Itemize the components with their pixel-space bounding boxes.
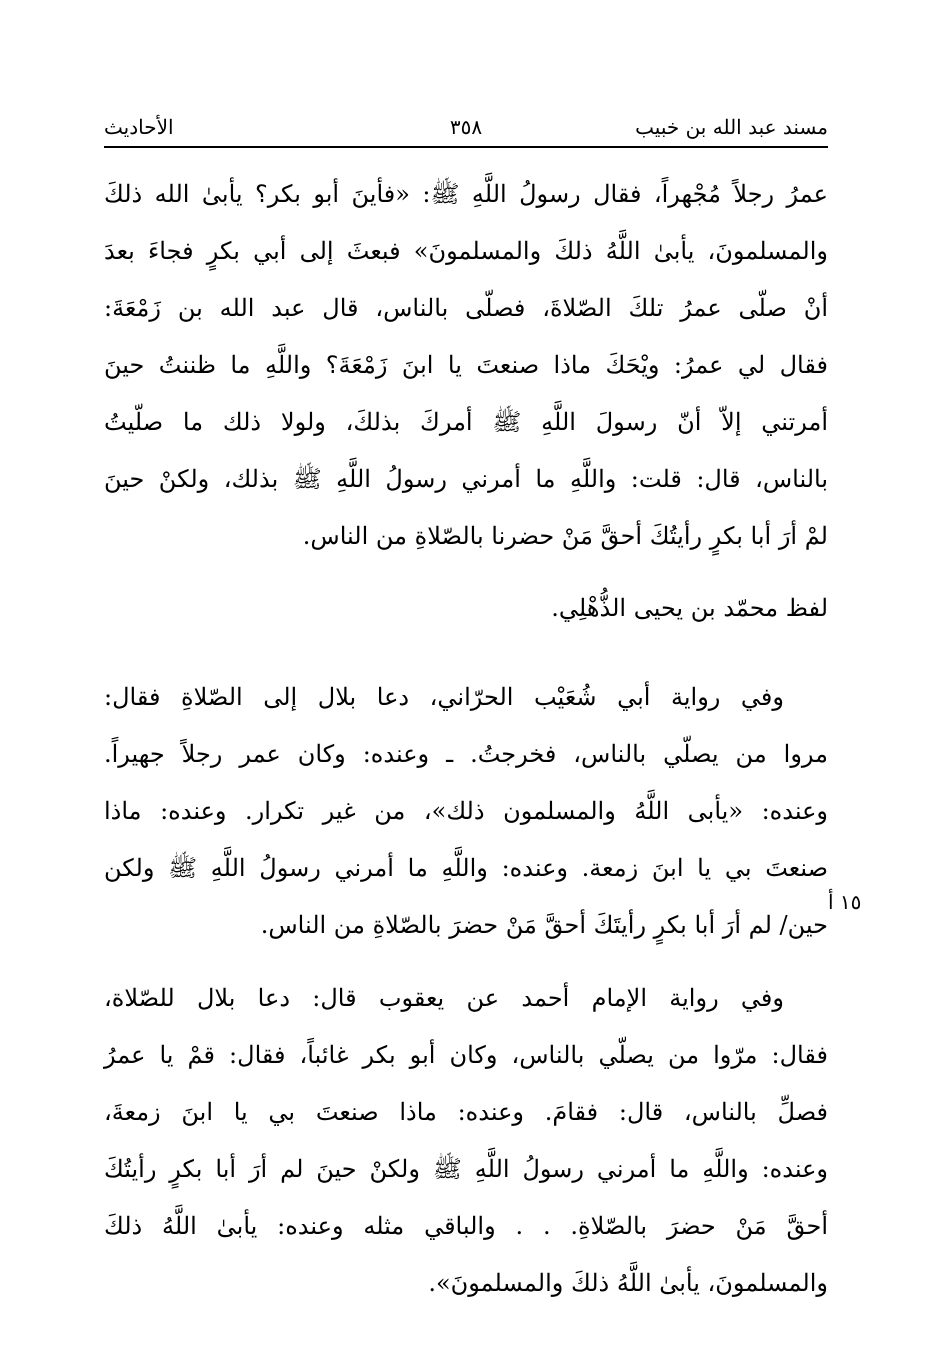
paragraph-line: والمسلمونَ، يأبىٰ اللَّهُ ذلكَ والمسلمونَ». — [428, 1269, 828, 1297]
paragraph-line: فصلِّ بالناس، قال: فقامَ. وعنده: ماذا صنعتَ بي يا ابنَ زمعةَ، — [104, 1098, 828, 1126]
paragraph-line: أحقَّ مَنْ حضرَ بالصّلاةِ. . . والباقي مثله وعنده: يأبىٰ اللَّهُ ذلكَ — [104, 1212, 828, 1240]
paragraph-line: وفي رواية الإمام أحمد عن يعقوب قال: دعا بلال للصّلاة، — [104, 984, 784, 1012]
manuscript-folio-marker: ١٥ أ — [828, 890, 862, 914]
paragraph-line: بالناس، قال: قلت: واللَّهِ ما أمرني رسولُ اللَّهِ ﷺ بذلك، ولكنْ حينَ — [104, 465, 828, 493]
paragraph-line: فقال: مرّوا من يصلّي بالناس، وكان أبو بكر غائباً، فقال: قمْ يا عمرُ — [104, 1041, 828, 1069]
paragraph-line: وعنده: واللَّهِ ما أمرني رسولُ اللَّهِ ﷺ ولكنْ حينَ لم أرَ أبا بكرٍ رأيتُكَ — [104, 1155, 828, 1183]
paragraph-3 — [104, 970, 828, 1312]
paragraph-line: فقال لي عمرُ: ويْحَكَ ماذا صنعتَ يا ابنَ زَمْعَةَ؟ واللَّهِ ما ظننتُ حينَ — [104, 351, 828, 379]
section-heading: لفظ محمّد بن يحيى الذُّهْلِي. — [551, 594, 828, 622]
paragraph-line: حين/ لم أرَ أبا بكرٍ رأيتَكَ أحقَّ مَنْ حضرَ بالصّلاةِ من الناس. — [260, 911, 828, 939]
book-title: مسند عبد الله بن خبيب — [635, 115, 828, 139]
paragraph-line: وفي رواية أبي شُعَيْب الحرّاني، دعا بلال إلى الصّلاةِ فقال: — [104, 683, 784, 711]
page-number: ٣٥٨ — [449, 115, 483, 139]
paragraph-line: وعنده: «يأبى اللَّهُ والمسلمون ذلك»، من غير تكرار. وعنده: ماذا — [104, 797, 828, 825]
paragraph-line: والمسلمونَ، يأبىٰ اللَّهُ ذلكَ والمسلمونَ» فبعثَ إلى أبي بكرٍ فجاءَ بعدَ — [104, 237, 828, 265]
paragraph-1 — [104, 166, 828, 565]
paragraph-line: عمرُ رجلاً مُجْهراً، فقال رسولُ اللَّهِ ﷺ: «فأينَ أبو بكر؟ يأبىٰ الله ذلكَ — [104, 180, 828, 208]
paragraph-line: صنعتَ بي يا ابنَ زمعة. وعنده: واللَّهِ ما أمرني رسولُ اللَّهِ ﷺ ولكن — [104, 854, 828, 882]
paragraph-line: لمْ أرَ أبا بكرٍ رأيتُكَ أحقَّ مَنْ حضرنا بالصّلاةِ من الناس. — [302, 522, 828, 550]
paragraph-line: مروا من يصلّي بالناس، فخرجتُ. ـ وعنده: وكان عمر رجلاً جهيراً. — [104, 740, 828, 768]
running-header — [104, 112, 828, 148]
paragraph-2 — [104, 669, 828, 954]
section-title: الأحاديث — [104, 115, 174, 139]
paragraph-line: أمرتني إلاّ أنّ رسولَ اللَّهِ ﷺ أمركَ بذلكَ، ولولا ذلك ما صلّيتُ — [104, 408, 828, 436]
paragraph-line: أنْ صلّى عمرُ تلكَ الصّلاةَ، فصلّى بالناس، قال عبد الله بن زَمْعَةَ: — [104, 294, 829, 322]
